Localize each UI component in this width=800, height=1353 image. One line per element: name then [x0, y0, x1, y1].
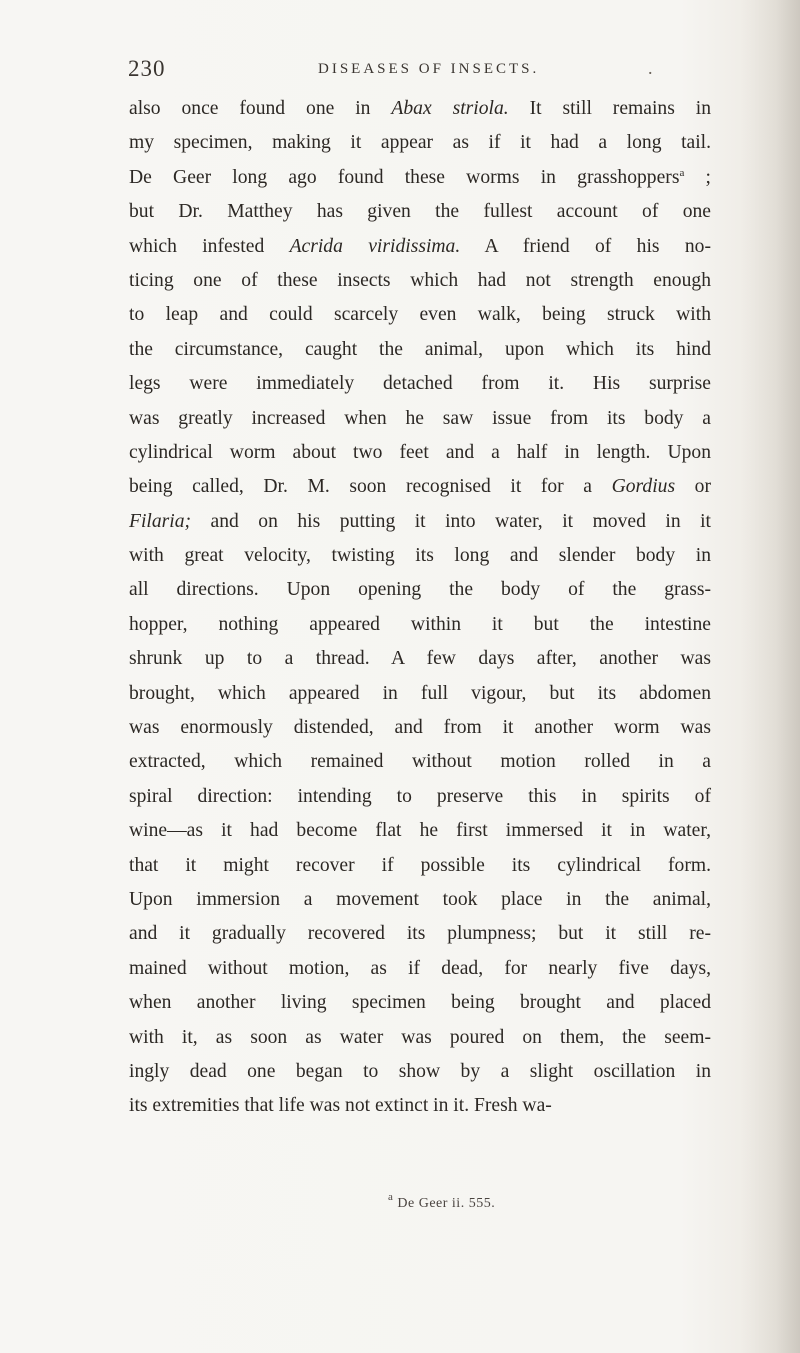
text-line [129, 298, 711, 332]
text-run: cylindrical worm about two feet and a half in length. Upon [129, 441, 711, 463]
text-line [129, 883, 711, 917]
text-run: spiral direction: intending to preserve this in spirits of [129, 785, 711, 807]
running-head-dot: . [648, 58, 653, 78]
text-line [129, 436, 711, 470]
text-line [129, 711, 711, 745]
text-run: A friend of his no- [460, 235, 711, 257]
text-run: all directions. Upon opening the body of the grass- [129, 579, 711, 601]
text-run: ; [684, 166, 711, 188]
text-line [129, 1021, 711, 1055]
text-run: also once found one in [129, 98, 392, 119]
text-run: hopper, nothing appeared within it but the intestine [129, 613, 711, 635]
footnote-reference: a [679, 166, 685, 179]
text-line [129, 161, 711, 195]
text-run: with great velocity, twisting its long and slender body in [129, 545, 711, 567]
text-line [129, 402, 711, 436]
page-edge-shadow [740, 0, 800, 1353]
footnote [388, 1191, 496, 1212]
text-run: was greatly increased when he saw issue from its body a [129, 407, 711, 429]
text-line [129, 539, 711, 573]
text-line [129, 92, 711, 126]
text-run: that it might recover if possible its cylindrical form. [129, 854, 711, 876]
footnote-text: De Geer ii. 555. [397, 1196, 496, 1211]
text-run: shrunk up to a thread. A few days after, another was [129, 648, 711, 670]
text-line [129, 608, 711, 642]
text-run: but Dr. Matthey has given the fullest account of one [129, 201, 711, 223]
text-run: ticing one of these insects which had not strength enough [129, 269, 711, 291]
text-run: De Geer long ago found these worms in grasshoppers [129, 166, 680, 188]
text-line [129, 849, 711, 883]
text-run: which infested [129, 235, 290, 257]
text-line [129, 573, 711, 607]
text-line [129, 264, 711, 298]
italic-term: Acrida viridissima. [289, 235, 461, 257]
text-run: mained without motion, as if dead, for nearly five days, [129, 957, 711, 979]
text-line [129, 917, 711, 951]
body-text [129, 92, 711, 1124]
text-line [129, 952, 711, 986]
text-line [129, 333, 711, 367]
text-run: to leap and could scarcely even walk, being struck with [129, 304, 711, 326]
text-line [129, 470, 711, 504]
text-run: It still remains in [508, 98, 711, 119]
text-run: wine—as it had become flat he first immersed it in water, [129, 820, 711, 842]
text-line [129, 986, 711, 1020]
text-run: or [675, 476, 711, 498]
text-line [129, 505, 711, 539]
italic-term: Filaria; [129, 510, 192, 532]
text-run: the circumstance, caught the animal, upon which its hind [129, 338, 711, 360]
text-run: being called, Dr. M. soon recognised it for a [129, 476, 612, 498]
running-title: DISEASES OF INSECTS. [318, 61, 540, 77]
text-run: extracted, which remained without motion rolled in a [129, 751, 711, 773]
text-run: my specimen, making it appear as if it had a long tail. [129, 132, 711, 154]
text-run: brought, which appeared in full vigour, but its abdomen [129, 682, 711, 704]
text-line [129, 745, 711, 779]
text-line [129, 195, 711, 229]
italic-term: Gordius [611, 476, 676, 498]
running-header [128, 56, 688, 86]
text-line [129, 814, 711, 848]
text-run: ingly dead one began to show by a slight oscillation in [129, 1060, 711, 1082]
text-run: was enormously distended, and from it another worm was [129, 717, 711, 739]
text-line [129, 367, 711, 401]
text-run: with it, as soon as water was poured on them, the seem- [129, 1026, 711, 1048]
text-line [129, 677, 711, 711]
italic-term: Abax striola. [391, 98, 509, 119]
text-line [129, 1089, 711, 1123]
text-line [129, 230, 711, 264]
text-run: legs were immediately detached from it. His surprise [129, 373, 711, 395]
text-run: Upon immersion a movement took place in the animal, [129, 888, 711, 910]
text-run: when another living specimen being brought and placed [129, 992, 711, 1014]
footnote-mark: a [388, 1191, 394, 1203]
text-line [129, 1055, 711, 1089]
text-run: its extremities that life was not extinct in it. Fresh wa- [129, 1095, 552, 1117]
text-line [129, 126, 711, 160]
page-number: 230 [128, 56, 166, 81]
text-line [129, 780, 711, 814]
text-run: and on his putting it into water, it moved in it [191, 510, 711, 532]
text-run: and it gradually recovered its plumpness; but it still re- [129, 923, 711, 945]
text-line [129, 642, 711, 676]
